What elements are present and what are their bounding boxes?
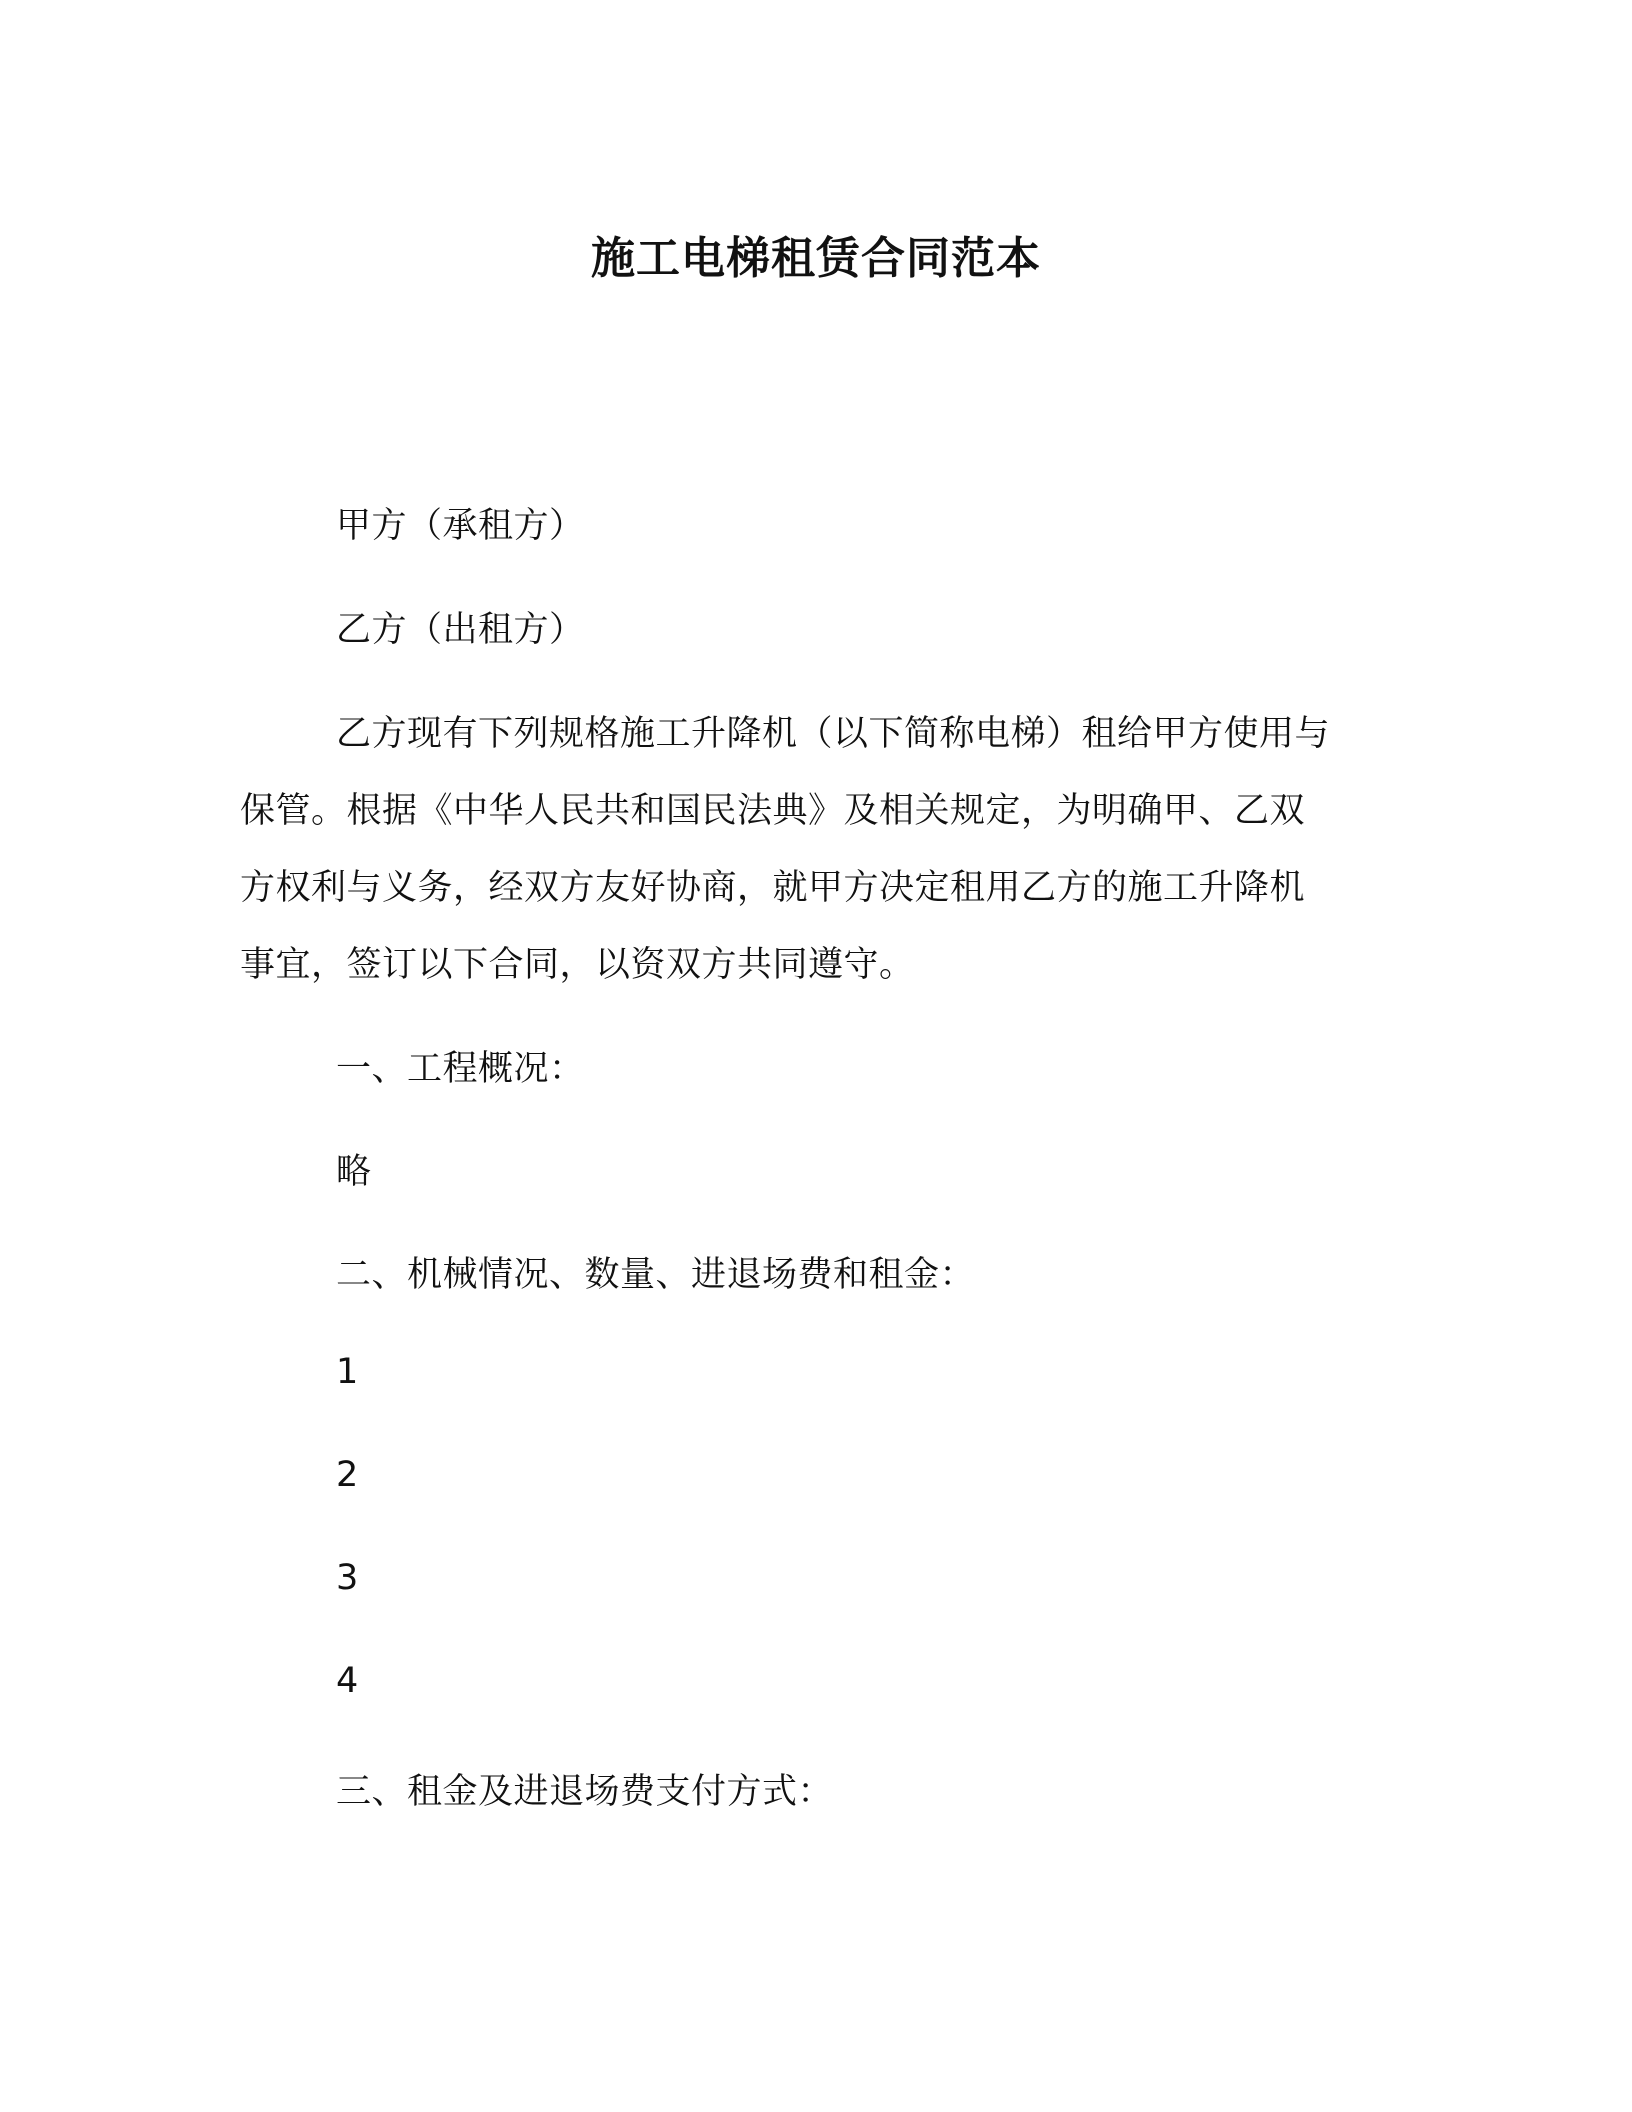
party-b-line: 乙方（出租方） (336, 610, 585, 650)
document-title: 施工电梯租赁合同范本 (591, 233, 1041, 284)
intro-paragraph-line: 事宜，签订以下合同，以资双方共同遵守。 (240, 945, 915, 985)
intro-paragraph-line: 方权利与义务，经双方友好协商，就甲方决定租用乙方的施工升降机 (240, 868, 1306, 908)
section-2-item: 2 (336, 1455, 359, 1495)
section-3-heading: 三、租金及进退场费支付方式： (336, 1772, 834, 1812)
section-2-item: 1 (336, 1352, 359, 1392)
party-a-line: 甲方（承租方） (336, 506, 585, 546)
section-2-item: 4 (336, 1661, 359, 1701)
intro-paragraph-line: 乙方现有下列规格施工升降机（以下简称电梯）租给甲方使用与 (336, 714, 1331, 754)
section-2-heading: 二、机械情况、数量、进退场费和租金： (336, 1255, 976, 1295)
section-2-item: 3 (336, 1558, 359, 1598)
section-1-body: 略 (336, 1152, 372, 1192)
section-1-heading: 一、工程概况： (336, 1049, 585, 1089)
intro-paragraph-line: 保管。根据《中华人民共和国民法典》及相关规定，为明确甲、乙双 (240, 791, 1306, 831)
